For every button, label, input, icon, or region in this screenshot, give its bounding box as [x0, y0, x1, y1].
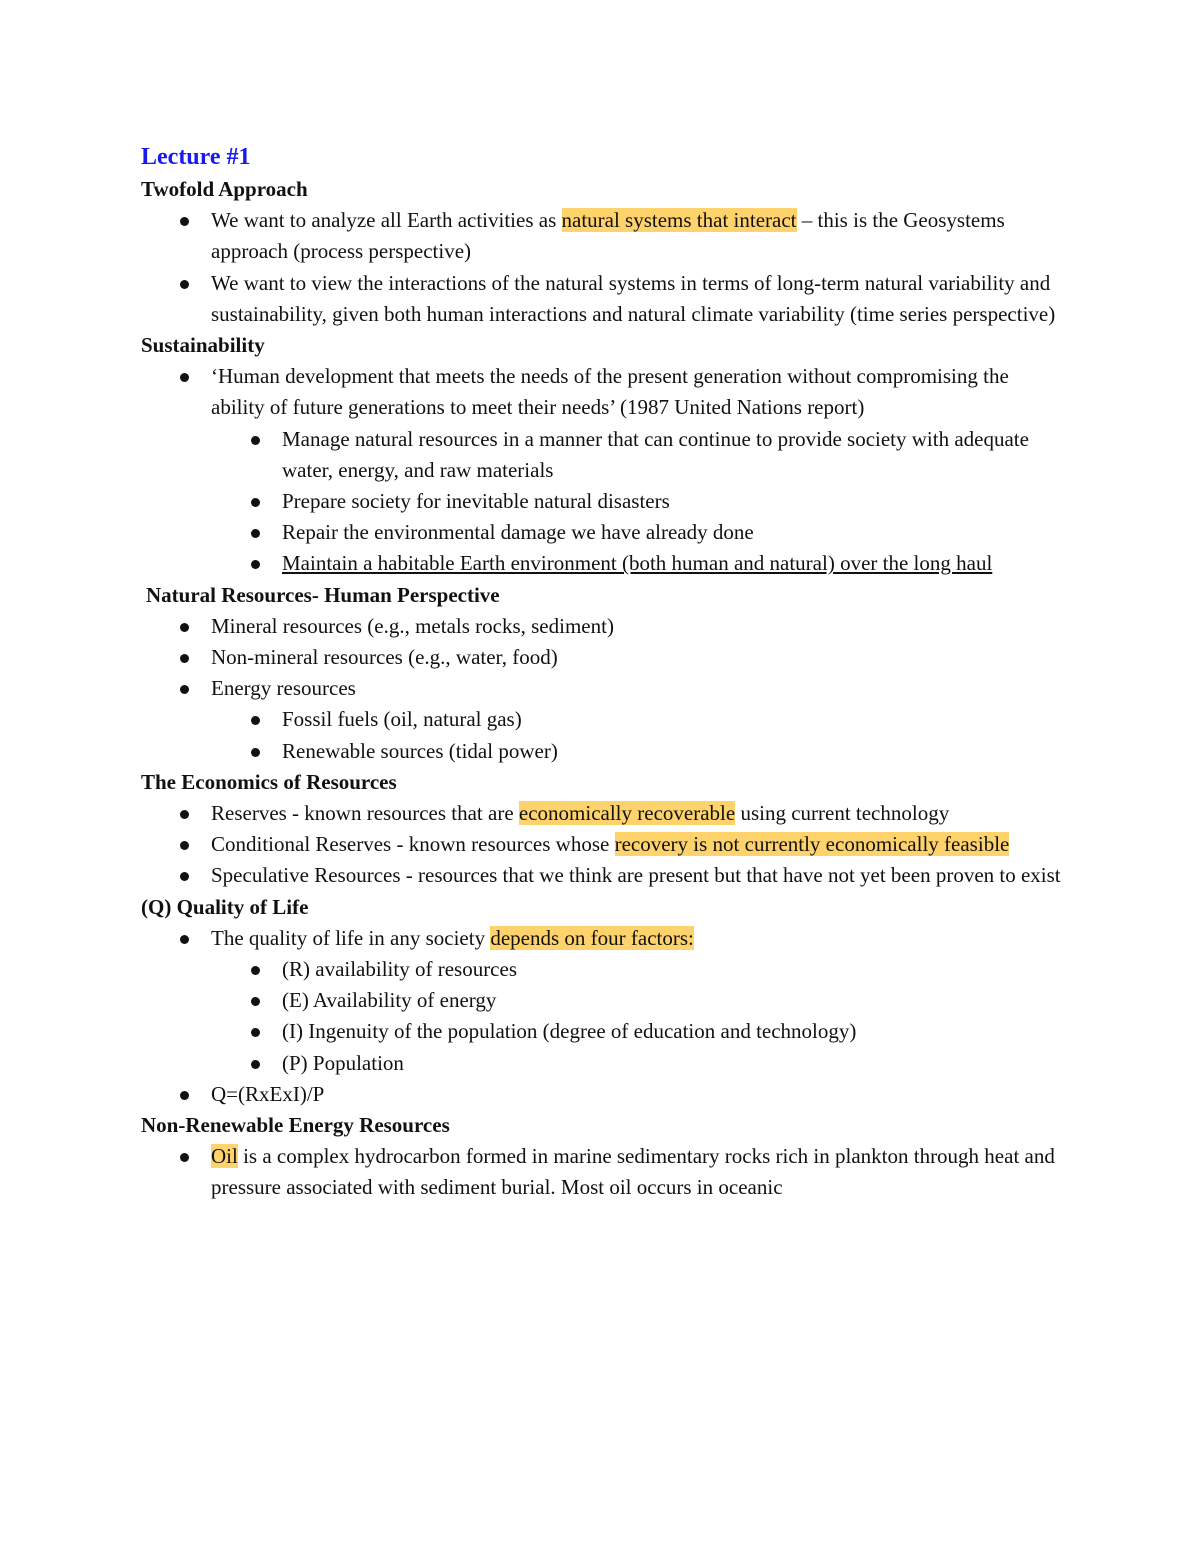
- list-item: Speculative Resources - resources that we think are present but that have not yet been proven to exist: [141, 860, 1061, 891]
- list-item: Non-mineral resources (e.g., water, food): [141, 642, 1061, 673]
- list-item: [141, 923, 1061, 954]
- quality-formula-list: [141, 1079, 1061, 1110]
- highlight: depends on four factors:: [490, 925, 694, 950]
- text: We want to analyze all Earth activities as: [211, 208, 562, 233]
- list-item: Energy resources: [141, 673, 1061, 704]
- sustainability-sublist: [141, 424, 1061, 580]
- sub-list-item: [141, 548, 1061, 579]
- factors-sublist: [141, 954, 1061, 1079]
- list-item: [141, 798, 1061, 829]
- heading-non-renewable-energy: Non-Renewable Energy Resources: [141, 1113, 450, 1138]
- highlight: Oil: [211, 1144, 238, 1169]
- heading-sustainability: Sustainability: [141, 333, 265, 357]
- text: Conditional Reserves - known resources whose: [211, 832, 615, 857]
- energy-sublist: [141, 704, 1061, 766]
- document-page: [141, 140, 1061, 1204]
- list-item-formula: Q=(RxExI)/P: [141, 1079, 1061, 1110]
- heading-twofold-approach: Twofold Approach: [141, 177, 308, 201]
- list-item: ‘Human development that meets the needs of the present generation without compromising the ability of future generations to meet their needs’ (1987 United Nations report): [141, 361, 1061, 423]
- list-item: We want to view the interactions of the natural systems in terms of long-term natural variability and sustainability, given both human interactions and natural climate variability (time series perspective): [141, 268, 1061, 330]
- heading-quality-of-life: (Q) Quality of Life: [141, 894, 309, 919]
- sustainability-list: [141, 361, 1061, 423]
- sub-list-item: (I) Ingenuity of the population (degree of education and technology): [141, 1016, 1061, 1047]
- sub-list-item: Manage natural resources in a manner that can continue to provide society with adequate water, energy, and raw materials: [141, 424, 1061, 486]
- sub-list-item: Repair the environmental damage we have already done: [141, 517, 1061, 548]
- list-item: [141, 205, 1061, 267]
- page-title: Lecture #1: [141, 144, 251, 170]
- highlight: economically recoverable: [518, 801, 736, 825]
- sub-list-item: Renewable sources (tidal power): [141, 736, 1061, 767]
- nonrenewable-list: [141, 1141, 1061, 1203]
- list-item: [141, 1141, 1061, 1203]
- highlight: recovery is not currently economically feasible: [614, 832, 1010, 857]
- text: using current technology: [735, 801, 950, 825]
- twofold-list: [141, 205, 1061, 330]
- text: The quality of life in any society: [211, 925, 491, 950]
- sub-list-item: (R) availability of resources: [141, 954, 1061, 985]
- heading-economics: The Economics of Resources: [141, 769, 397, 794]
- sub-list-item: Prepare society for inevitable natural disasters: [141, 486, 1061, 517]
- heading-natural-resources: Natural Resources- Human Perspective: [146, 582, 500, 607]
- text: Reserves - known resources that are: [211, 801, 519, 825]
- text: is a complex hydrocarbon formed in marine sedimentary rocks rich in plankton through heat and pressure associated with sediment burial. Most oil occurs in oceanic: [211, 1144, 1055, 1200]
- economics-list: [141, 798, 1061, 892]
- list-item: [141, 829, 1061, 860]
- natural-resources-list: [141, 611, 1061, 705]
- underlined-text: Maintain a habitable Earth environment (both human and natural) over the long haul: [282, 551, 993, 576]
- sub-list-item: Fossil fuels (oil, natural gas): [141, 704, 1061, 735]
- list-item: Mineral resources (e.g., metals rocks, sediment): [141, 611, 1061, 642]
- sub-list-item: (P) Population: [141, 1048, 1061, 1079]
- highlight: natural systems that interact: [561, 208, 797, 233]
- quality-list: [141, 923, 1061, 954]
- sub-list-item: (E) Availability of energy: [141, 985, 1061, 1016]
- text: – this is the Geosystems approach (process perspective): [211, 208, 1005, 264]
